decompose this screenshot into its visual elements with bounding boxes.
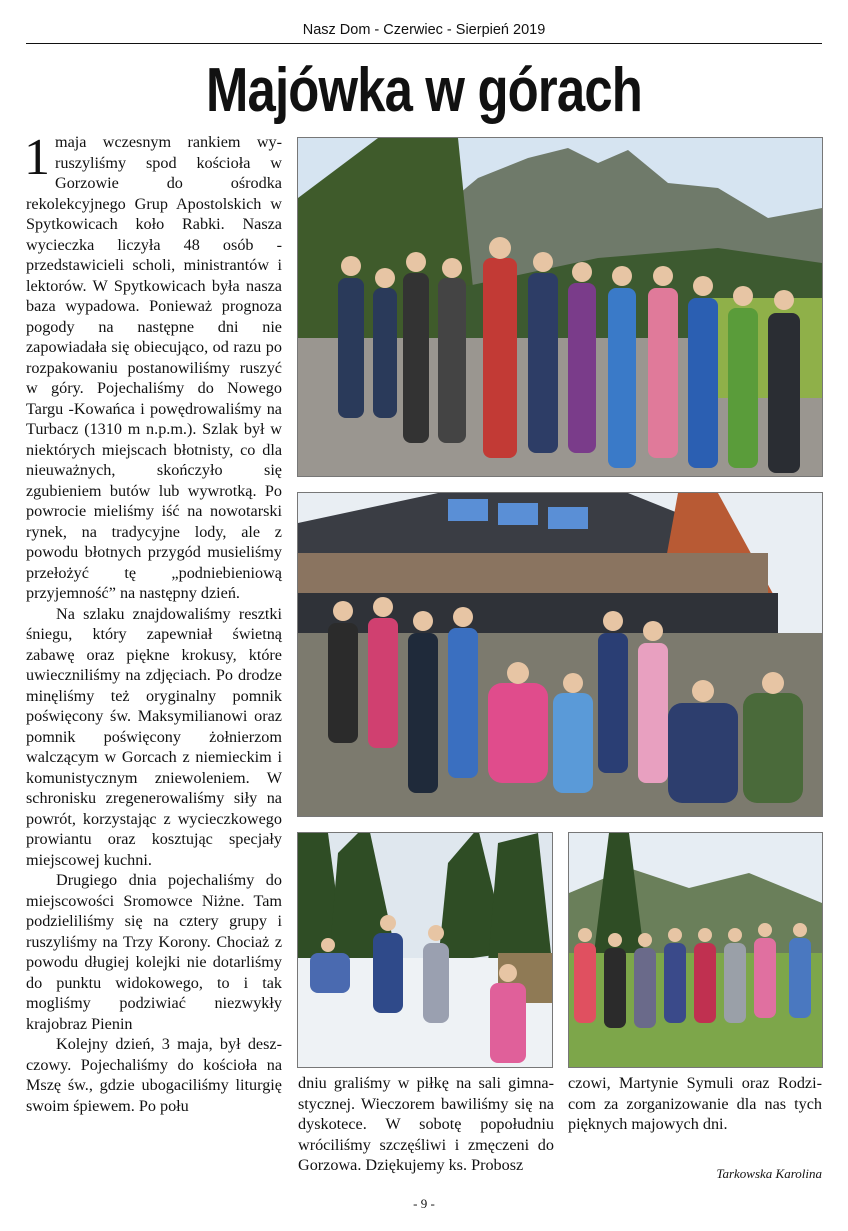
paragraph-2: Na szlaku znajdowaliśmy resztki śniegu, który zapewniał świetną zabawę oraz piękne krokusy, które uwieczniliśmy na zdjęciach. Po drodze minęliśmy też oryginalny pomnik poświęcony św. Maksymilianowi oraz pomnik poświęcony żołnierzom walczącym w Gorcach z niemieckim i komunistycznym zniewoleniem. W schronisku zregenerowaliśmy siły na powrót, korzystając z wycieczkowego prowiantu oraz kosztując specjały miejscowej kuchni. — [26, 604, 282, 869]
article-column-2 — [298, 1073, 554, 1176]
paragraph-1-text: maja wczesnym rankiem wyruszyliśmy spod kościoła w Gorzowie do ośrodka rekolekcyjnego Grup Apostolskich w Spytkowicach koło Rabki. Nasza wycieczka liczyła 48 osób - przedstawicieli scholi, ministrantów i lektorów. W Spytkowicach była nasza baza wypadowa. Ponieważ prognoza pogody na następne dni nie zapowiadała się obiecująco, od razu po rozpakowaniu postanowiliśmy ruszyć w góry. Pojechaliśmy do Nowego Targu -Kowańca i powędrowaliśmy na Turbacz (1310 m n.p.m.). Szlak był w niektórych miejscach błotnisty, co dla nieuważnych, skończyło się zgubieniem butów lub wywrotką. Po powrocie mieliśmy iść na nowotarski rynek, na tradycyjne lody, ale z powodu błotnych przygód musieliśmy przełożyć tę „podniebieniową przyjemność” na następny dzień. — [26, 133, 282, 602]
photo-group-hostel — [297, 492, 823, 817]
paragraph-4: Kolejny dzień, 3 maja, był deszczowy. Pojechaliśmy do kościoła na Mszę św., gdzie ubogaciliśmy liturgię swoim śpiewem. Po połu — [26, 1035, 282, 1115]
article-title: Majówka w górach — [205, 56, 643, 125]
paragraph-3: Drugiego dnia pojechaliśmy do miejscowości Sromowce Niżne. Tam podzieliliśmy się na cztery grupy i ruszyliśmy na Trzy Korony. Chociaż z powodu długiej kolejki nie dotarliśmy do punktu widokowego, to i tak mogliśmy podziwiać niezwykły krajobraz Pienin — [26, 871, 282, 1033]
paragraph-1 — [24, 129, 282, 604]
running-header: Nasz Dom - Czerwiec - Sierpień 2019 — [302, 22, 546, 38]
article-column-3 — [568, 1073, 822, 1135]
photo-group-mountains — [297, 137, 823, 477]
column-3-text: czowi, Martynie Symuli oraz Rodzicom za zorganizowanie dla nas tych pięknych majowych dni. — [568, 1074, 822, 1133]
column-2-text: dniu graliśmy w piłkę na sali gimnastycznej. Wieczorem bawiliśmy się na dyskotece. W sobotę popołudniu wróciliśmy szczęśliwi i zmęczeni do Gorzowa. Dziękujemy ks. Probosz — [298, 1074, 554, 1174]
page-number: - 9 - — [413, 1196, 435, 1211]
photo-kids-meadow — [568, 832, 823, 1068]
author-signature: Tarkowska Karolina — [716, 1166, 822, 1181]
article-column-1 — [24, 129, 282, 1116]
header-rule — [26, 43, 822, 44]
photo-kids-snow — [297, 832, 553, 1068]
drop-cap: 1 — [24, 129, 50, 186]
